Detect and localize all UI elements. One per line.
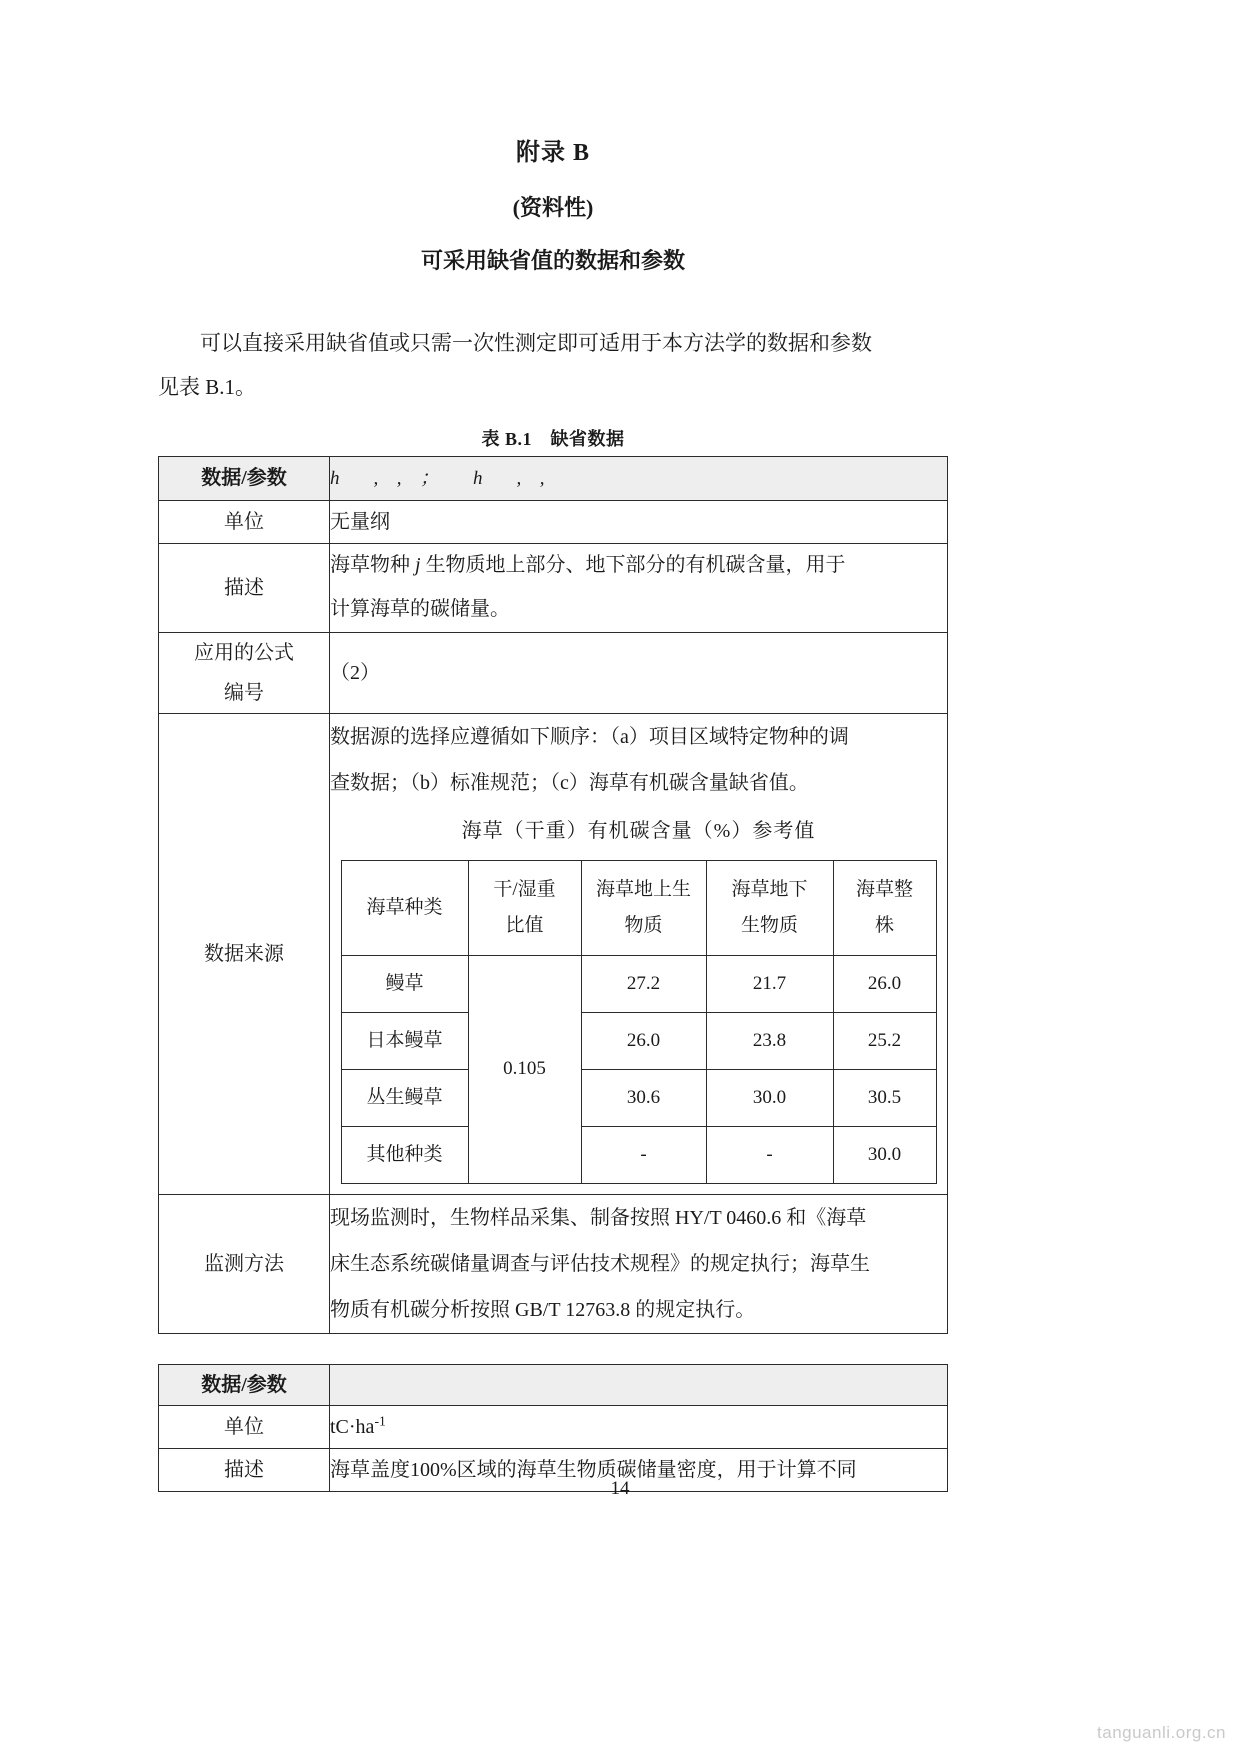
cell-whole-plant: 25.2 (833, 1012, 936, 1069)
cell-belowground: 30.0 (706, 1069, 833, 1126)
row-label-data-param: 数据/参数 (159, 456, 330, 500)
formula-label-line-1: 应用的公式 (194, 641, 294, 664)
cell-aboveground: 26.0 (581, 1012, 706, 1069)
row2-value-unit (330, 1405, 948, 1448)
watermark-text: tanguanli.org.cn (1097, 1723, 1226, 1742)
data-source-line-1: 数据源的选择应遵循如下顺序：（a）项目区域特定物种的调 (330, 725, 849, 748)
cell-dry-wet-ratio-merged: 0.105 (468, 955, 581, 1183)
monitoring-line-1: 现场监测时，生物样品采集、制备按照 HY/T 0460.6 和《海草 (330, 1206, 867, 1229)
inner-header-below-l2: 生物质 (740, 914, 798, 936)
inner-header-whole-l2: 株 (874, 914, 894, 936)
row2-label-data-param: 数据/参数 (159, 1364, 330, 1405)
inner-header-dry-wet-ratio (468, 860, 581, 955)
cell-aboveground: - (581, 1126, 706, 1183)
variable-expression: h , , ； h , , (330, 467, 548, 489)
cell-whole-plant: 30.0 (833, 1126, 936, 1183)
row-label-monitoring-method: 监测方法 (159, 1194, 330, 1333)
cell-aboveground: 27.2 (581, 955, 706, 1012)
reference-table-title: 海草（干重）有机碳含量（%）参考值 (461, 819, 816, 842)
cell-whole-plant: 26.0 (833, 955, 936, 1012)
inner-header-aboveground (581, 860, 706, 955)
appendix-subtitle: (资料性) (512, 195, 594, 221)
cell-belowground: - (706, 1126, 833, 1183)
inner-table-row (341, 1126, 936, 1183)
formula-number-value: （2） (330, 661, 380, 684)
appendix-name: 可采用缺省值的数据和参数 (420, 247, 685, 273)
table-row-data-param (159, 456, 948, 500)
inner-header-whole-l1: 海草整 (855, 878, 913, 900)
inner-header-below-l1: 海草地下 (731, 878, 808, 900)
inner-table-row (341, 1069, 936, 1126)
monitoring-line-3: 物质有机碳分析按照 GB/T 12763.8 的规定执行。 (330, 1298, 756, 1321)
intro-paragraph (158, 321, 948, 409)
formula-label-line-2: 编号 (224, 681, 264, 704)
description-variable-j: j (415, 553, 421, 576)
cell-species: 丛生鳗草 (341, 1069, 468, 1126)
row-value-description (330, 543, 948, 632)
cell-species: 其他种类 (341, 1126, 468, 1183)
inner-table-row (341, 1012, 936, 1069)
description-part-a: 海草物种 (330, 553, 415, 576)
table-row-description (159, 543, 948, 632)
row2-label-description: 描述 (159, 1448, 330, 1491)
monitoring-line-2: 床生态系统碳储量调查与评估技术规程》的规定执行；海草生 (330, 1252, 870, 1275)
page-content (158, 0, 948, 1492)
row-value-data-source (330, 713, 948, 1194)
cell-species: 鳗草 (341, 955, 468, 1012)
table2-row-data-param (159, 1364, 948, 1405)
row-label-data-source: 数据来源 (159, 713, 330, 1194)
row-label-description: 描述 (159, 543, 330, 632)
default-data-table (158, 456, 948, 1334)
inner-header-ratio-l1: 干/湿重 (493, 878, 556, 900)
inner-header-whole-plant (833, 860, 936, 955)
description-part-b: 生物质地上部分、地下部分的有机碳含量，用于 (420, 553, 846, 576)
inner-header-above-l1: 海草地上生 (595, 878, 691, 900)
row-value-unit: 无量纲 (330, 500, 948, 543)
row2-value-description: 海草盖度100%区域的海草生物质碳储量密度，用于计算不同 (330, 1448, 948, 1491)
inner-header-ratio-l2: 比值 (505, 914, 544, 936)
table2-row-unit (159, 1405, 948, 1448)
cell-species: 日本鳗草 (341, 1012, 468, 1069)
inner-table-row (341, 955, 936, 1012)
unit-exponent: -1 (374, 1413, 386, 1429)
row-value-data-param (330, 456, 948, 500)
inner-header-above-l2: 物质 (624, 914, 663, 936)
cell-aboveground: 30.6 (581, 1069, 706, 1126)
row-label-unit: 单位 (159, 500, 330, 543)
table-caption: 表 B.1 缺省数据 (481, 428, 625, 449)
intro-line-2: 见表 B.1。 (158, 374, 257, 399)
row-value-monitoring-method (330, 1194, 948, 1333)
data-source-line-2: 查数据；（b）标准规范；（c）海草有机碳含量缺省值。 (330, 771, 809, 794)
table-row-monitoring-method (159, 1194, 948, 1333)
cell-belowground: 21.7 (706, 955, 833, 1012)
second-parameter-table (158, 1364, 948, 1492)
row-label-formula-number (159, 632, 330, 713)
row2-label-unit: 单位 (159, 1405, 330, 1448)
table-row-unit (159, 500, 948, 543)
inner-header-belowground (706, 860, 833, 955)
page-number: 14 (610, 1478, 630, 1499)
inner-header-row (341, 860, 936, 955)
unit-base: tC·ha (330, 1415, 375, 1438)
cell-whole-plant: 30.5 (833, 1069, 936, 1126)
inner-header-species (341, 860, 468, 955)
table-row-formula-number (159, 632, 948, 713)
table-row-data-source (159, 713, 948, 1194)
inner-header-species-l1: 海草种类 (366, 896, 443, 918)
description-line-2: 计算海草的碳储量。 (330, 597, 510, 620)
row2-value-data-param (330, 1364, 948, 1405)
cell-belowground: 23.8 (706, 1012, 833, 1069)
row-value-formula-number (330, 632, 948, 713)
carbon-content-reference-table (341, 860, 937, 1184)
appendix-title: 附录 B (515, 140, 590, 166)
intro-line-1: 可以直接采用缺省值或只需一次性测定即可适用于本方法学的数据和参数 (200, 330, 872, 355)
